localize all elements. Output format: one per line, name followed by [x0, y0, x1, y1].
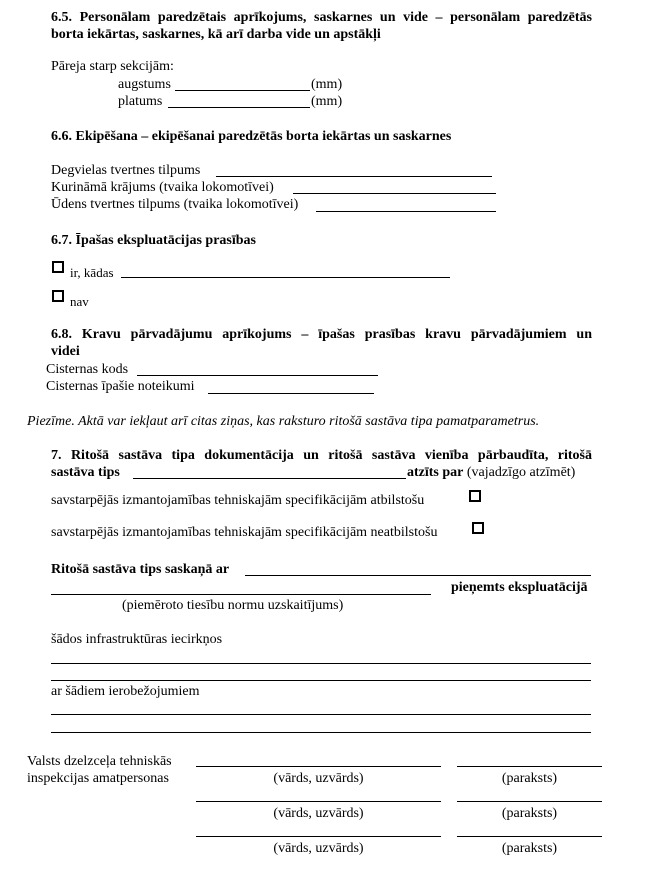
- signature-caption-3: (paraksts): [501, 841, 558, 856]
- section-7-heading-line2-end: [407, 464, 575, 481]
- name-line-2[interactable]: [196, 801, 441, 802]
- signature-line-3[interactable]: [457, 836, 602, 837]
- width-label: platums: [118, 94, 163, 109]
- restrictions-line-1[interactable]: [51, 714, 591, 715]
- signature-caption-2: (paraksts): [501, 806, 558, 821]
- option-noncompliant-label: savstarpējās izmantojamības tehniskajām specifikācijām neatbilstošu: [51, 525, 438, 540]
- transition-label: Pāreja starp sekcijām:: [51, 59, 174, 74]
- name-line-3[interactable]: [196, 836, 441, 837]
- legislation-caption: (piemēroto tiesību normu uzskaitījums): [122, 598, 344, 613]
- tank-code-line[interactable]: [137, 375, 378, 376]
- height-input-line[interactable]: [175, 90, 310, 91]
- signature-caption-1: (paraksts): [501, 771, 558, 786]
- checkbox-no[interactable]: [52, 290, 64, 302]
- fuel-supply-line[interactable]: [293, 193, 496, 194]
- tank-conditions-label: Cisternas īpašie noteikumi: [46, 379, 195, 394]
- section-7-note: (vajadzīgo atzīmēt): [466, 465, 576, 480]
- checkbox-yes[interactable]: [52, 261, 64, 273]
- section-6-5-heading: [51, 9, 592, 43]
- requirements-line[interactable]: [121, 277, 450, 278]
- legislation-line-1[interactable]: [245, 575, 591, 576]
- name-caption-1: (vārds, uzvārds): [273, 771, 364, 786]
- option-yes-label: ir, kādas: [70, 265, 114, 280]
- height-label: augstums: [118, 77, 171, 92]
- section-6-6-heading: 6.6. Ekipēšana – ekipēšanai paredzētās borta iekārtas un saskarnes: [51, 129, 452, 144]
- infrastructure-line-1[interactable]: [51, 663, 591, 664]
- fuel-tank-line[interactable]: [216, 176, 492, 177]
- name-caption-3: (vārds, uzvārds): [273, 841, 364, 856]
- restrictions-label: ar šādiem ierobežojumiem: [51, 684, 200, 699]
- section-6-8-heading: [51, 326, 592, 360]
- approval-text-b: pieņemts ekspluatācijā: [451, 580, 588, 595]
- official-label-line1: Valsts dzelzceļa tehniskās: [27, 754, 172, 769]
- infrastructure-label: šādos infrastruktūras iecirkņos: [51, 632, 223, 647]
- water-tank-line[interactable]: [316, 211, 496, 212]
- signature-line-2[interactable]: [457, 801, 602, 802]
- water-tank-label: Ūdens tvertnes tilpums (tvaika lokomotīvei): [51, 197, 299, 212]
- section-6-5-heading-line2: borta iekārtas, saskarnes, kā arī darba vide un apstākļi: [51, 27, 381, 42]
- section-6-8-heading-line2: videi: [51, 344, 80, 359]
- fuel-supply-label: Kurināmā krājums (tvaika lokomotīvei): [51, 180, 274, 195]
- legislation-line-2[interactable]: [51, 594, 431, 595]
- height-unit: (mm): [311, 77, 343, 92]
- approval-text-a: Ritošā sastāva tips saskaņā ar: [51, 562, 230, 577]
- width-input-line[interactable]: [168, 107, 310, 108]
- width-unit: (mm): [311, 94, 343, 109]
- section-6-5-heading-line1: 6.5. Personālam paredzētais aprīkojums, saskarnes un vide – personālam paredzētās: [51, 10, 592, 25]
- restrictions-line-2[interactable]: [51, 732, 591, 733]
- infrastructure-line-2[interactable]: [51, 680, 591, 681]
- tank-code-label: Cisternas kods: [46, 362, 129, 377]
- tank-conditions-line[interactable]: [208, 393, 374, 394]
- note-text: Piezīme. Aktā var iekļaut arī citas ziņas, kas raksturo ritošā sastāva tipa pamatparametrus.: [27, 414, 540, 429]
- section-7-heading-line2a: sastāva tips: [51, 465, 120, 480]
- option-no-label: nav: [70, 294, 89, 309]
- section-7-heading-line1: [51, 447, 592, 464]
- checkbox-noncompliant[interactable]: [472, 522, 484, 534]
- fuel-tank-label: Degvielas tvertnes tilpums: [51, 163, 201, 178]
- name-line-1[interactable]: [196, 766, 441, 767]
- section-6-7-heading: 6.7. Īpašas ekspluatācijas prasības: [51, 233, 256, 248]
- option-compliant-label: savstarpējās izmantojamības tehniskajām specifikācijām atbilstošu: [51, 493, 425, 508]
- section-6-8-heading-line1: 6.8. Kravu pārvadājumu aprīkojums – īpašas prasības kravu pārvadājumiem un: [51, 327, 592, 342]
- official-label-line2: inspekcijas amatpersonas: [27, 771, 169, 786]
- section-7-recognised: atzīts par: [407, 465, 464, 480]
- name-caption-2: (vārds, uzvārds): [273, 806, 364, 821]
- section-7-heading-text: 7. Ritošā sastāva tipa dokumentācija un ritošā sastāva vienība pārbaudīta, ritošā: [51, 448, 592, 463]
- checkbox-compliant[interactable]: [469, 490, 481, 502]
- rolling-stock-type-line[interactable]: [133, 478, 406, 479]
- signature-line-1[interactable]: [457, 766, 602, 767]
